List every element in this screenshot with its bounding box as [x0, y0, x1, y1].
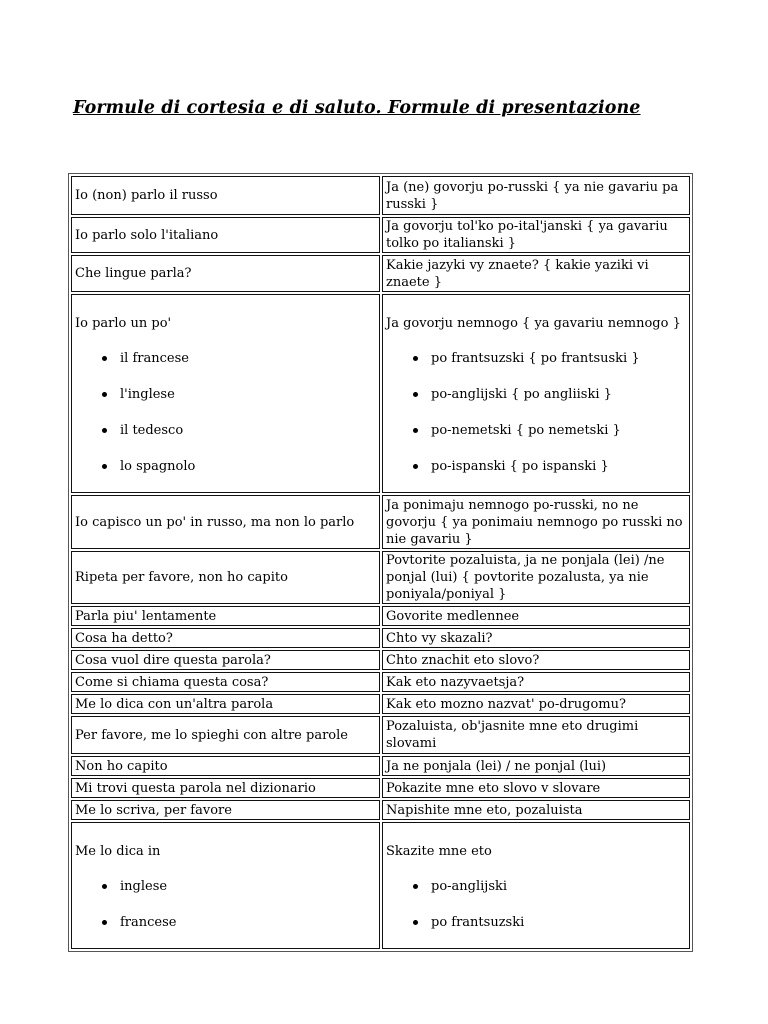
russian-cell: Pozaluista, ob'jasnite mne eto drugimi slovami	[382, 716, 690, 754]
page-title: Formule di cortesia e di saluto. Formule di presentazione	[73, 98, 641, 118]
table-row	[71, 756, 690, 776]
table-row	[71, 255, 690, 292]
list-item: il tedesco	[75, 422, 376, 439]
table-row	[71, 495, 690, 549]
russian-cell: Ja ponimaju nemnogo po-russki, no ne govorju { ya ponimaiu nemnogo po russki no nie gavariu }	[382, 495, 690, 549]
italian-cell: Cosa ha detto?	[71, 628, 380, 648]
russian-cell: Ja govorju tol'ko po-ital'janski { ya gavariu tolko po italianski }	[382, 217, 690, 253]
italian-cell: Parla piu' lentamente	[71, 606, 380, 626]
italian-list	[75, 860, 376, 931]
russian-cell: Kak eto nazyvaetsja?	[382, 672, 690, 692]
list-item: l'inglese	[75, 386, 376, 403]
italian-cell: Cosa vuol dire questa parola?	[71, 650, 380, 670]
russian-cell: Ja ne ponjala (lei) / ne ponjal (lui)	[382, 756, 690, 776]
list-item: po frantsuzski { po frantsuski }	[386, 350, 686, 367]
table-row	[71, 694, 690, 714]
list-item: po-ispanski { po ispanski }	[386, 458, 686, 475]
russian-cell	[382, 822, 690, 949]
russian-list	[386, 860, 686, 931]
italian-lead: Io parlo un po'	[75, 316, 172, 331]
table-row	[71, 628, 690, 648]
table-row	[71, 650, 690, 670]
italian-cell: Io (non) parlo il russo	[71, 176, 380, 215]
russian-cell: Kak eto mozno nazvat' po-drugomu?	[382, 694, 690, 714]
table-row	[71, 672, 690, 692]
table-row	[71, 800, 690, 820]
table-row	[71, 217, 690, 253]
italian-cell: Che lingue parla?	[71, 255, 380, 292]
italian-cell: Per favore, me lo spieghi con altre parole	[71, 716, 380, 754]
table-row	[71, 176, 690, 215]
russian-cell: Ja (ne) govorju po-russki { ya nie gavariu pa russki }	[382, 176, 690, 215]
table-row	[71, 778, 690, 798]
list-item: po-nemetski { po nemetski }	[386, 422, 686, 439]
italian-cell: Io capisco un po' in russo, ma non lo parlo	[71, 495, 380, 549]
italian-cell: Ripeta per favore, non ho capito	[71, 551, 380, 604]
italian-cell: Io parlo solo l'italiano	[71, 217, 380, 253]
italian-cell: Mi trovi questa parola nel dizionario	[71, 778, 380, 798]
table-row	[71, 551, 690, 604]
italian-cell: Come si chiama questa cosa?	[71, 672, 380, 692]
italian-cell	[71, 294, 380, 493]
italian-cell: Me lo dica con un'altra parola	[71, 694, 380, 714]
list-item: francese	[75, 914, 376, 931]
russian-lead: Skazite mne eto	[386, 844, 492, 859]
russian-list	[386, 332, 686, 475]
russian-cell: Pokazite mne eto slovo v slovare	[382, 778, 690, 798]
russian-lead: Ja govorju nemnogo { ya gavariu nemnogo }	[386, 316, 681, 331]
list-item: po-anglijski	[386, 878, 686, 895]
italian-lead: Me lo dica in	[75, 844, 161, 859]
italian-list	[75, 332, 376, 475]
italian-cell	[71, 822, 380, 949]
list-item: lo spagnolo	[75, 458, 376, 475]
russian-cell: Govorite medlennee	[382, 606, 690, 626]
russian-cell: Napishite mne eto, pozaluista	[382, 800, 690, 820]
russian-cell: Chto vy skazali?	[382, 628, 690, 648]
table-row	[71, 606, 690, 626]
phrase-table	[68, 173, 693, 952]
russian-cell: Chto znachit eto slovo?	[382, 650, 690, 670]
list-item: po-anglijski { po angliiski }	[386, 386, 686, 403]
list-item: po frantsuzski	[386, 914, 686, 931]
list-item: il francese	[75, 350, 376, 367]
table-row	[71, 294, 690, 493]
italian-cell: Me lo scriva, per favore	[71, 800, 380, 820]
table-row	[71, 716, 690, 754]
russian-cell: Kakie jazyki vy znaete? { kakie yaziki vi znaete }	[382, 255, 690, 292]
russian-cell: Povtorite pozaluista, ja ne ponjala (lei) /ne ponjal (lui) { povtorite pozalusta, ya nie poniyala/poniyal }	[382, 551, 690, 604]
list-item: inglese	[75, 878, 376, 895]
table-row	[71, 822, 690, 949]
russian-cell	[382, 294, 690, 493]
italian-cell: Non ho capito	[71, 756, 380, 776]
